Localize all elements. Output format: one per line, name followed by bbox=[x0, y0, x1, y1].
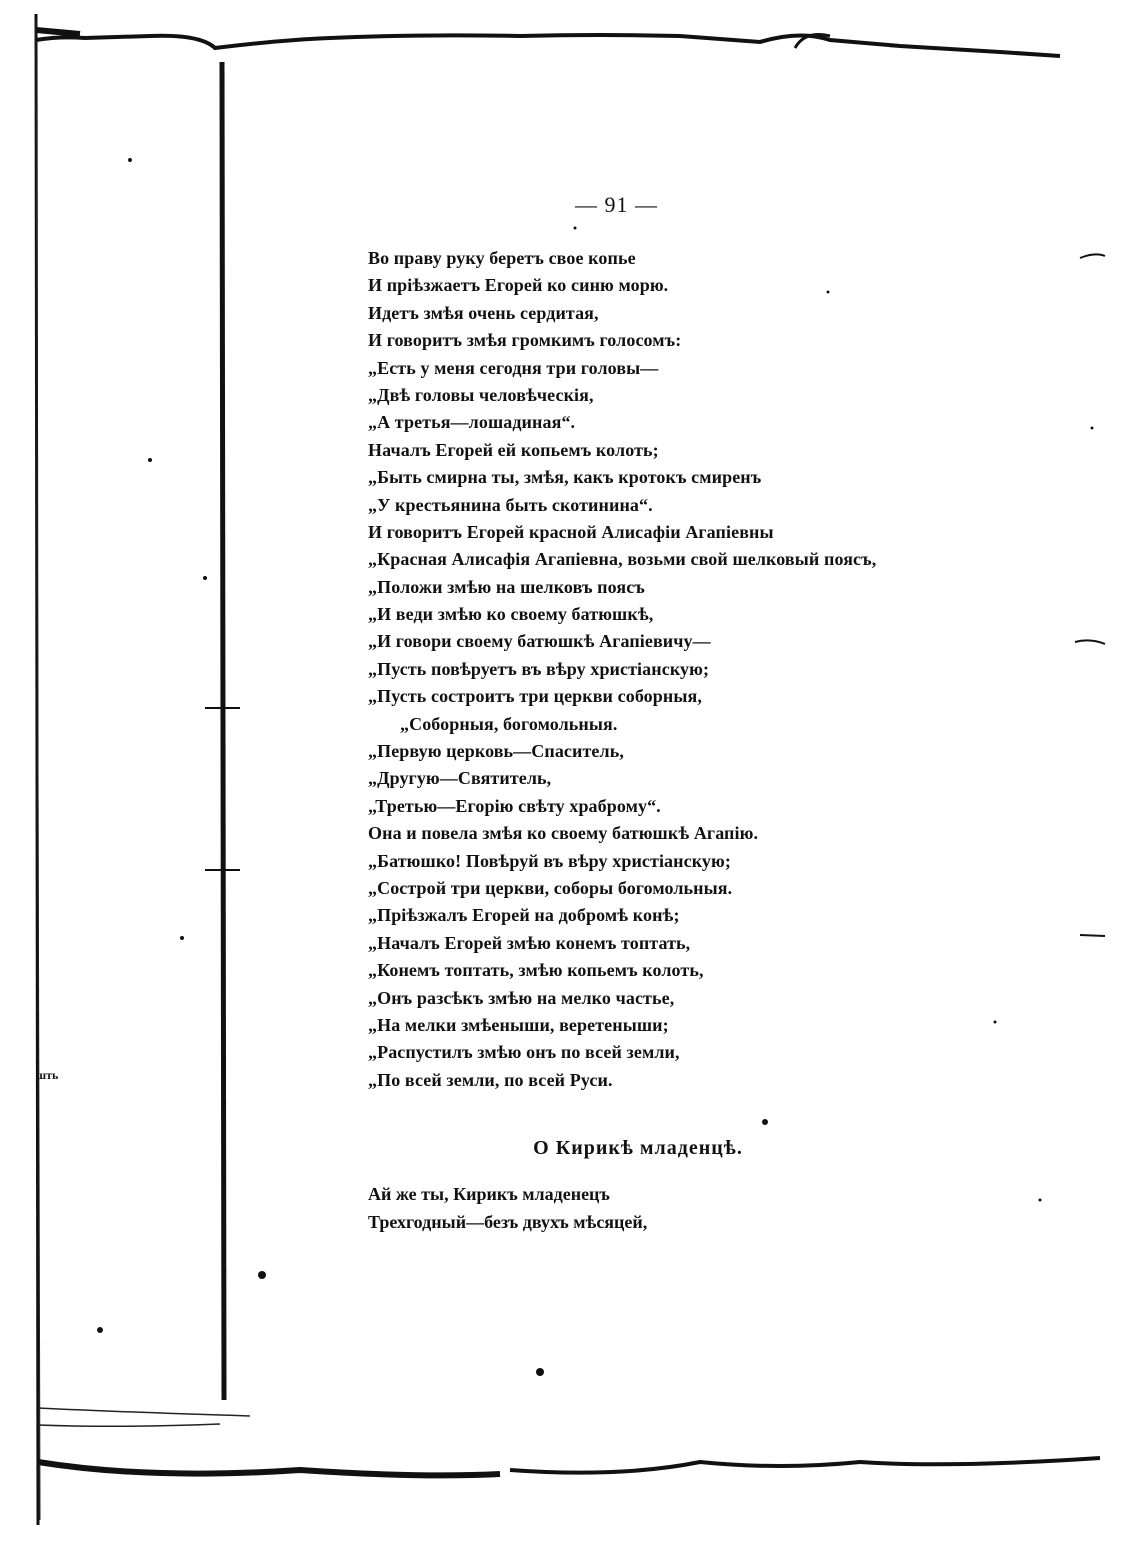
poem-line: „А третья—лошадиная“. bbox=[368, 412, 576, 433]
poem-line: „Двѣ головы человѣческія, bbox=[368, 384, 594, 405]
poem-line: „Красная Алисафія Агапіевна, возьми свой шелковый поясъ, bbox=[368, 549, 877, 570]
poem-line: Идетъ змѣя очень сердитая, bbox=[368, 302, 599, 323]
margin-text-fragment: шть bbox=[36, 1068, 59, 1082]
poem-line: „По всей земли, по всей Руси. bbox=[368, 1069, 613, 1090]
poem-line: Ай же ты, Кирикъ младенецъ bbox=[368, 1184, 610, 1204]
poem-line: И говоритъ змѣя громкимъ голосомъ: bbox=[368, 330, 682, 351]
poem-line: „Положи змѣю на шелковъ поясъ bbox=[368, 576, 645, 597]
poem-line: „Соборныя, богомольныя. bbox=[400, 713, 618, 734]
poem-line: Трехгодный—безъ двухъ мѣсяцей, bbox=[368, 1212, 648, 1232]
poem-line: „И веди змѣю ко своему батюшкѣ, bbox=[368, 604, 654, 625]
poem-text bbox=[368, 245, 968, 1094]
poem-line: „На мелки змѣеныши, веретеныши; bbox=[368, 1014, 669, 1035]
page-number: — 91 — bbox=[575, 192, 658, 217]
poem-line: Во праву руку беретъ свое копье bbox=[368, 248, 636, 268]
poem-line: Она и повела змѣя ко своему батюшкѣ Агапію. bbox=[368, 823, 759, 844]
poem-line: „Третью—Егорію свѣту храброму“. bbox=[368, 795, 661, 816]
poem-line: „Конемъ топтать, змѣю копьемъ колоть, bbox=[368, 960, 704, 981]
poem-line: И говоритъ Егорей красной Алисафіи Агапіевны bbox=[368, 521, 774, 542]
section-title: О Кирикѣ младенцѣ. bbox=[533, 1137, 743, 1159]
poem-line: „Быть смирна ты, змѣя, какъ кротокъ смиренъ bbox=[368, 467, 762, 488]
poem-line: „Началъ Егорей змѣю конемъ топтать, bbox=[368, 932, 691, 953]
poem-line: „И говори своему батюшкѣ Агапіевичу— bbox=[368, 631, 711, 652]
poem-line: „Другую—Святитель, bbox=[368, 768, 552, 789]
poem-line: „Онъ разсѣкъ змѣю на мелко частье, bbox=[368, 987, 675, 1008]
poem-line: И пріѣзжаетъ Егорей ко синю морю. bbox=[368, 275, 669, 296]
poem-line: „Батюшко! Повѣруй въ вѣру христіанскую; bbox=[368, 850, 731, 871]
poem-line: „Пусть состроитъ три церкви соборныя, bbox=[368, 686, 702, 707]
poem-line: Началъ Егорей ей копьемъ колоть; bbox=[368, 439, 659, 460]
poem-line: „Сострой три церкви, соборы богомольныя. bbox=[368, 877, 733, 898]
poem-line: „Первую церковь—Спаситель, bbox=[368, 741, 624, 762]
poem-line: „Есть у меня сегодня три головы— bbox=[368, 357, 659, 378]
poem-line: „Пусть повѣруетъ въ вѣру христіанскую; bbox=[368, 658, 710, 679]
poem-line: „Пріѣзжалъ Егорей на добромѣ конѣ; bbox=[368, 905, 680, 926]
poem-line: „Распустилъ змѣю онъ по всей земли, bbox=[368, 1042, 680, 1063]
poem-line: „У крестьянина быть скотинина“. bbox=[368, 494, 653, 515]
poem-text-second bbox=[368, 1180, 968, 1236]
